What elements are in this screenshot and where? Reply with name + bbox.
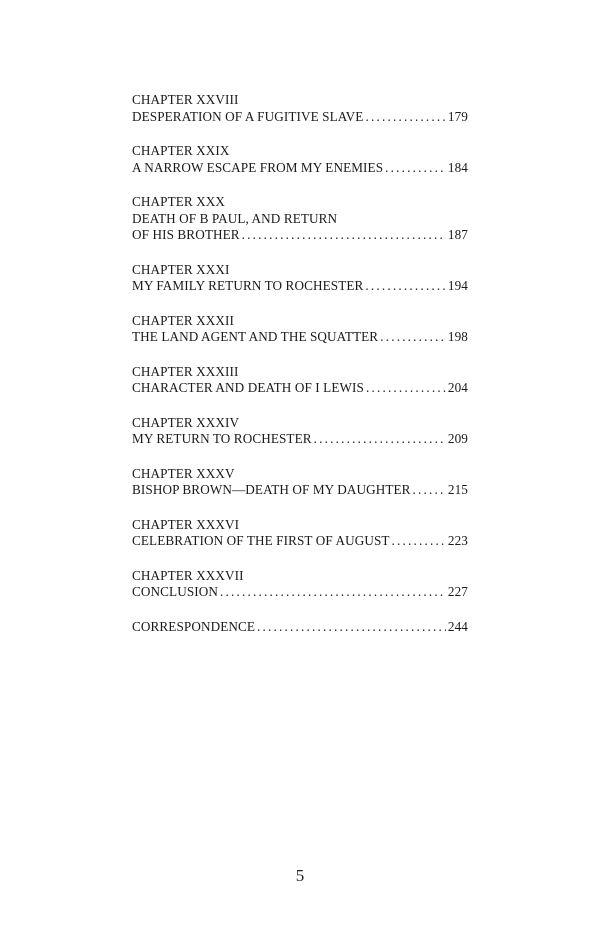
page-reference: 187 <box>447 227 468 242</box>
chapter-title: MY FAMILY RETURN TO ROCHESTER <box>132 278 364 293</box>
toc-row[interactable] <box>132 160 468 177</box>
chapter-title: OF HIS BROTHER <box>132 227 240 242</box>
page-reference: 184 <box>447 159 468 175</box>
toc-entry <box>132 619 468 636</box>
chapter-heading: CHAPTER XXXI <box>132 261 230 277</box>
correspondence-title: CORRESPONDENCE <box>132 618 256 634</box>
dot-leader <box>366 380 446 397</box>
toc-entry <box>132 364 468 397</box>
chapter-title: DESPERATION OF A FUGITIVE SLAVE <box>132 108 364 124</box>
page-number: 5 <box>295 866 305 885</box>
toc-row[interactable] <box>132 278 468 295</box>
dot-leader <box>413 482 446 499</box>
chapter-heading: CHAPTER XXXV <box>132 465 235 481</box>
toc-row[interactable] <box>132 619 468 636</box>
page-reference: 179 <box>447 108 468 124</box>
dot-leader <box>365 109 445 126</box>
toc-row[interactable] <box>132 533 468 550</box>
chapter-heading: CHAPTER XXXII <box>132 312 235 328</box>
page-reference: 223 <box>447 533 468 548</box>
page-reference: 227 <box>447 584 468 599</box>
page-reference: 194 <box>447 278 468 293</box>
toc-row[interactable] <box>132 482 468 499</box>
toc-row[interactable] <box>132 329 468 346</box>
dot-leader <box>242 227 446 244</box>
chapter-title: THE LAND AGENT AND THE SQUATTER <box>132 329 379 344</box>
table-of-contents <box>132 92 468 653</box>
dot-leader <box>365 278 446 295</box>
chapter-title: CELEBRATION OF THE FIRST OF AUGUST <box>132 533 390 548</box>
toc-row[interactable] <box>132 109 468 126</box>
page-reference: 198 <box>447 329 468 344</box>
chapter-heading: CHAPTER XXXIV <box>132 414 240 430</box>
chapter-heading: CHAPTER XXX <box>132 194 226 209</box>
toc-entry <box>132 466 468 499</box>
toc-entry <box>132 568 468 601</box>
dot-leader <box>385 160 446 177</box>
toc-entry <box>132 262 468 295</box>
chapter-heading: CHAPTER XXXIII <box>132 363 239 379</box>
toc-entry <box>132 194 468 244</box>
chapter-title: MY RETURN TO ROCHESTER <box>132 431 312 446</box>
dot-leader <box>314 431 446 448</box>
toc-row[interactable] <box>132 431 468 448</box>
chapter-title: CONCLUSION <box>132 584 218 599</box>
chapter-title: BISHOP BROWN—DEATH OF MY DAUGHTER <box>132 482 411 497</box>
page-reference: 215 <box>447 482 468 497</box>
dot-leader <box>220 584 446 601</box>
chapter-title: CHARACTER AND DEATH OF I LEWIS <box>132 380 364 395</box>
toc-entry <box>132 415 468 448</box>
dot-leader <box>257 619 446 636</box>
chapter-heading: CHAPTER XXXVII <box>132 567 244 583</box>
toc-entry <box>132 517 468 550</box>
chapter-heading: CHAPTER XXXVI <box>132 516 240 532</box>
chapter-title-line: DEATH OF B PAUL, AND RETURN <box>132 210 338 226</box>
dot-leader <box>380 329 446 346</box>
page-reference: 204 <box>447 380 468 395</box>
chapter-title: A NARROW ESCAPE FROM MY ENEMIES <box>132 159 384 175</box>
page-reference: 209 <box>447 431 468 446</box>
chapter-heading: CHAPTER XXVIII <box>132 92 239 107</box>
toc-entry <box>132 143 468 176</box>
toc-entry <box>132 313 468 346</box>
toc-row[interactable] <box>132 227 468 244</box>
page-reference: 244 <box>447 618 468 634</box>
dot-leader <box>392 533 446 550</box>
toc-row[interactable] <box>132 584 468 601</box>
toc-entry <box>132 92 468 125</box>
chapter-heading: CHAPTER XXIX <box>132 143 230 158</box>
toc-row[interactable] <box>132 380 468 397</box>
